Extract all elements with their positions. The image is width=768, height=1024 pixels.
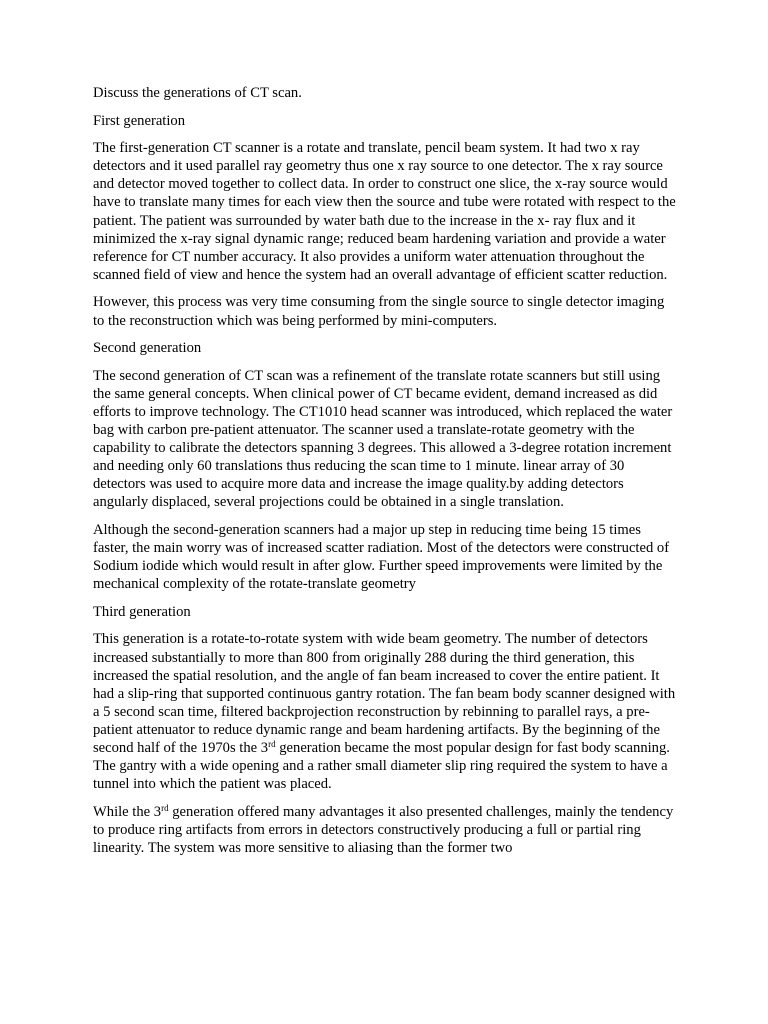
heading-third-generation: Third generation (93, 603, 191, 620)
document-page (93, 84, 678, 867)
superscript: rd (161, 802, 169, 813)
superscript: rd (268, 739, 276, 749)
paragraph-first-generation-1: The first-generation CT scanner is a rotate and translate, pencil beam system. It had two x ray detectors and it used parallel ray geometry thus one x ray source to one detector. The x ray source and detector moved together to collect data. In order to construct one slice, the x-ray source would have to translate many times for each view then the source and tube were rotated with respect to the patient. The patient was surrounded by water bath due to the increase in the x- ray flux and it minimized the x-ray signal dynamic range; reduced beam hardening variation and provide a water reference for CT number accuracy. It also provides a uniform water attenuation throughout the scanned field of view and hence the system had an overall advantage of efficient scatter reduction. (93, 140, 676, 283)
paragraph-second-generation-1: The second generation of CT scan was a refinement of the translate rotate scanners but still using the same general concepts. When clinical power of CT became evident, demand increased as did efforts to improve technology. The CT1010 head scanner was introduced, which replaced the water bag with carbon pre-patient attenuator. The scanner used a translate-rotate geometry with the capability to calibrate the detectors spanning 3 degrees. This allowed a 3-degree rotation increment and needing only 60 translations thus reducing the scan time to 1 minute. linear array of 30 detectors was used to acquire more data and increase the image quality.by adding detectors angularly displaced, several projections could be obtained in a single translation. (93, 367, 673, 511)
heading-second-generation: Second generation (93, 340, 202, 357)
paragraph-third-generation-1 (93, 630, 678, 793)
paragraph-second-generation-2: Although the second-generation scanners had a major up step in reducing time being 15 times faster, the main worry was of increased scatter radiation. Most of the detectors were constructed of Sodium iodide which would result in after glow. Further speed improvements were limited by the mechanical complexity of the rotate-translate geometry (93, 521, 670, 593)
paragraph-third-generation-2 (93, 803, 678, 857)
paragraph-first-generation-2: However, this process was very time consuming from the single source to single detector imaging to the reconstruction which was being performed by mini-computers. (93, 294, 665, 329)
text-run: This generation is a rotate-to-rotate system with wide beam geometry. The number of detectors increased substantially to more than 800 from originally 288 during the third generation, this increased the spatial resolution, and the angle of fan beam increased to cover the entire patient. It had a slip-ring that supported continuous gantry rotation. The fan beam body scanner designed with a 5 second scan time, filtered backprojection reconstruction by rebinning to parallel rays, a pre-patient attenuator to reduce dynamic range and beam hardening artifacts. By the beginning of the second half of the 1970s the 3 (93, 631, 676, 756)
heading-first-generation: First generation (93, 112, 186, 129)
text-run: generation became the most popular design for fast body scanning. The gantry with a wide opening and a rather small diameter slip ring required the system to have a tunnel into which the patient was placed. (93, 740, 670, 793)
text-run: While the 3 (93, 803, 162, 820)
document-title: Discuss the generations of CT scan. (93, 85, 302, 101)
text-run: generation offered many advantages it also presented challenges, mainly the tendency to produce ring artifacts from errors in detectors constructively producing a full or partial ring linearity. The system was more sensitive to aliasing than the former two (93, 803, 674, 856)
